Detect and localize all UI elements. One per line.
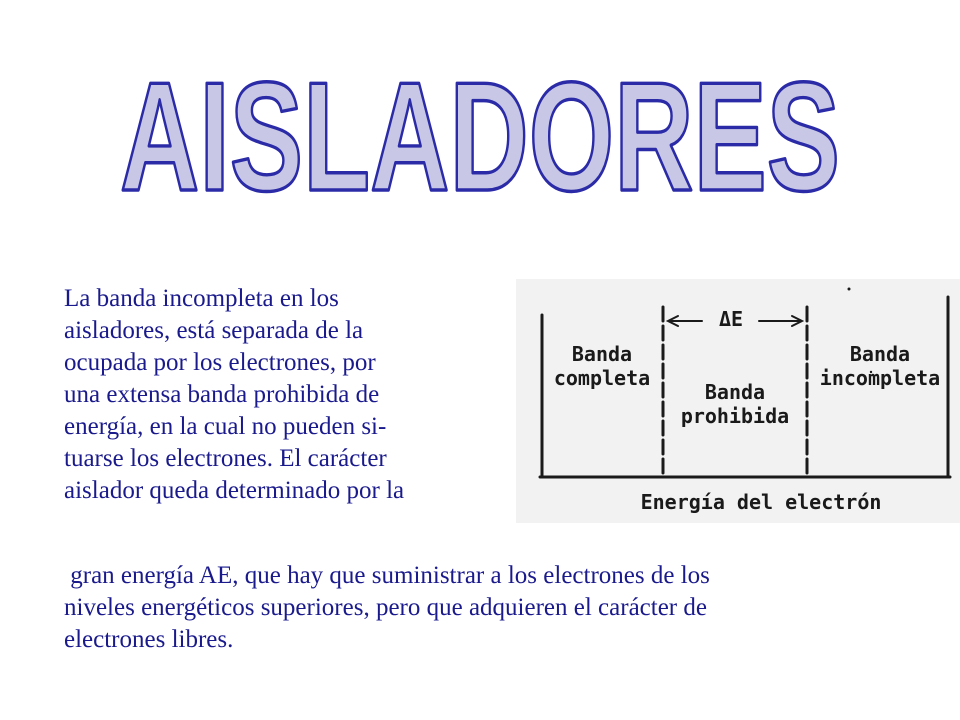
paragraph-line: La banda incompleta en los [64,285,339,312]
paragraph-line: aislador queda determinado por la [64,477,405,504]
label-line: Banda [704,380,766,404]
paragraph-top [64,283,404,507]
paragraph-line: electrones libres. [64,626,234,653]
paragraph-line: aisladores, está separada de la [64,317,364,344]
band-forbidden-label [681,380,789,428]
speck [848,288,851,291]
slide-title [0,0,960,230]
label-line: incompleta [819,366,941,390]
band-diagram-svg [516,279,960,523]
paragraph-line: gran energía AE, que hay que suministrar a los electrones de los [64,562,710,589]
label-line: completa [553,366,651,390]
energy-axis-label: Energía del electrón [640,490,882,514]
paragraph-bottom [64,560,710,656]
slide-title-text: AISLADORES [119,49,841,224]
paragraph-line: una extensa banda prohibida de [64,381,380,408]
paragraph-line: energía, en la cual no pueden si- [64,413,387,440]
band-incomplete-label [820,342,940,390]
band-full-label [554,342,650,390]
paragraph-line: tuarse los electrones. El carácter [64,445,387,472]
label-line: Banda [849,342,911,366]
band-diagram [516,279,960,523]
label-line: Banda [571,342,633,366]
gap-label: ΔE [718,307,744,331]
label-line: prohibida [680,404,790,428]
paragraph-line: ocupada por los electrones, por [64,349,376,376]
paragraph-line: niveles energéticos superiores, pero que adquieren el carácter de [64,594,707,621]
